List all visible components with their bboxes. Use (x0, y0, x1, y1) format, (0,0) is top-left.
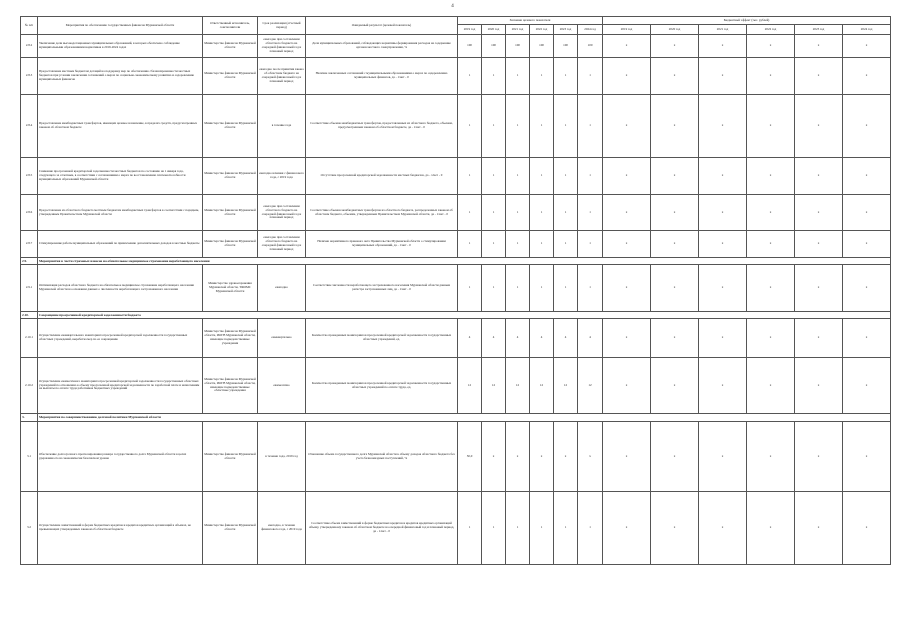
effect-value: x (843, 195, 891, 231)
section-row (21, 312, 891, 319)
effect-value: x (699, 422, 747, 492)
row-num: 2.10.1 (21, 319, 38, 358)
deadline-cell: ежегодно, в течение финансового года, с 2019 года (258, 492, 306, 565)
executor-cell: Министерство финансов Мурманской области (203, 58, 258, 95)
executor-cell: Министерство финансов Мурманской области (203, 231, 258, 258)
deadline-cell: ежегодно при составлении областного бюджета на очередной финансовый год и плановый период (258, 35, 306, 58)
indicator-value: 1 (554, 265, 578, 312)
effect-value: x (651, 492, 699, 565)
effect-value: x (603, 158, 651, 195)
executor-cell: Министерство финансов Мурманской области, ИОГВ Мурманской области, имеющие подведомственные областные учреждения (203, 358, 258, 414)
effect-value: x (747, 58, 795, 95)
table-row (21, 195, 891, 231)
indicator-value: x (578, 422, 603, 492)
section-num: 2.10. (21, 312, 38, 319)
effect-value: x (651, 319, 699, 358)
indicator-value: 1 (458, 492, 482, 565)
result-cell: Отсутствие просроченной кредиторской задолженности местных бюджетов, да - 1/нет - 0 (306, 158, 458, 195)
measure-cell: Предоставление местным бюджетам дотаций на поддержку мер по обеспечению сбалансированности местных бюджетов при условии заключения соглашений о мерах по социально-экономическому развитию и оздоровлению муниципальных финансов (38, 58, 203, 95)
effect-value: x (699, 265, 747, 312)
header-deadline: Срок реализации (отчетный период) (258, 17, 306, 35)
page-number: 4 (451, 4, 454, 9)
header-indicator-year: 2020 год (482, 25, 506, 35)
effect-value: x (843, 95, 891, 158)
header-indicator-year: 2022 год (530, 25, 554, 35)
row-num: 2.8.7 (21, 231, 38, 258)
result-cell: Соответствие объемов межбюджетных трансфертов из областного бюджета, распределенных законом об областном бюджете, объемам, утвержденным Правительством Мурманской области, да - 1/нет - 0 (306, 195, 458, 231)
measure-cell: Осуществление ежеквартального мониторинга просроченной кредиторской задолженности государственных областных учреждений, выработка мер по ее сокращению (38, 319, 203, 358)
deadline-cell: в течение года, 2019 год (258, 422, 306, 492)
effect-value: x (795, 231, 843, 258)
section-num: 3. (21, 414, 38, 422)
effect-value: x (747, 158, 795, 195)
row-num: 2.8.5 (21, 158, 38, 195)
indicator-value: 1 (530, 58, 554, 95)
header-effect-year: 2024 год (843, 25, 891, 35)
deadline-cell: ежеквартально (258, 319, 306, 358)
effect-value: x (651, 358, 699, 414)
table-row (21, 58, 891, 95)
row-num: 2.9.1 (21, 265, 38, 312)
effect-value: x (795, 95, 843, 158)
indicator-value: 1 (530, 492, 554, 565)
header-effect-year: 2021 год (699, 25, 747, 35)
effect-value: x (699, 58, 747, 95)
row-num: 2.8.2 (21, 35, 38, 58)
indicator-value: 1 (578, 265, 603, 312)
effect-value: x (603, 231, 651, 258)
indicator-value: x (530, 422, 554, 492)
table-row (21, 95, 891, 158)
effect-value: x (747, 265, 795, 312)
result-cell: Количество проведенных мониторингов просроченной кредиторской задолженности государственных областных учреждений, ед. (306, 319, 458, 358)
result-cell: Доля муниципальных образований, соблюдающих нормативы формирования расходов на содержание органов местного самоуправления, % (306, 35, 458, 58)
indicator-value: 1 (530, 195, 554, 231)
table-row (21, 422, 891, 492)
header-effect-year: 2022 год (747, 25, 795, 35)
indicator-value: 1 (578, 492, 603, 565)
indicator-value: 1 (482, 231, 506, 258)
indicator-value: 4 (482, 319, 506, 358)
section-title: Мероприятия в части страховых взносов на обязательное медицинское страхование неработающего населения (38, 258, 891, 265)
indicator-value: 12 (530, 358, 554, 414)
executor-cell: Министерство финансов Мурманской области (203, 492, 258, 565)
header-indicator-year: 2019 год (458, 25, 482, 35)
result-cell: Наличие нормативного правового акта Правительства Мурманской области о стимулировании муниципальных образований, да - 1/нет - 0 (306, 231, 458, 258)
measure-cell: Стимулирование работы муниципальных образований по привлечению дополнительных доходов в местные бюджеты (38, 231, 203, 258)
indicator-value: 100 (554, 35, 578, 58)
indicator-value: 1 (482, 492, 506, 565)
indicator-value: 1 (578, 231, 603, 258)
header-effect-group: Бюджетный эффект (тыс. рублей) (603, 17, 891, 25)
indicator-value: 12 (458, 358, 482, 414)
measures-table (20, 16, 891, 565)
effect-value: x (747, 422, 795, 492)
effect-value: x (747, 319, 795, 358)
effect-value: x (651, 195, 699, 231)
table-row (21, 492, 891, 565)
measure-cell: Осуществление заимствований в форме бюджетных кредитов и кредитов кредитных организаций в объемах, не превышающих утвержденных законом об областном бюджете (38, 492, 203, 565)
effect-value: x (699, 231, 747, 258)
deadline-cell: в течение года (258, 95, 306, 158)
indicator-value: 1 (578, 158, 603, 195)
effect-value: x (843, 265, 891, 312)
effect-value: x (603, 422, 651, 492)
effect-value: x (603, 319, 651, 358)
indicator-value: 100 (482, 35, 506, 58)
effect-value: x (747, 195, 795, 231)
indicator-value: 12 (554, 358, 578, 414)
indicator-value: 1 (458, 231, 482, 258)
table-row (21, 358, 891, 414)
effect-value: x (795, 492, 843, 565)
effect-value: x (603, 265, 651, 312)
effect-value: x (747, 95, 795, 158)
effect-value: x (651, 265, 699, 312)
effect-value: x (795, 158, 843, 195)
effect-value: x (651, 158, 699, 195)
effect-value: x (843, 231, 891, 258)
indicator-value: 1 (578, 58, 603, 95)
header-effect-year: 2020 год (651, 25, 699, 35)
indicator-value: x (506, 422, 530, 492)
section-title: Сокращение просроченной кредиторской задолженности бюджета (38, 312, 891, 319)
effect-value: x (603, 358, 651, 414)
indicator-value: 1 (578, 195, 603, 231)
deadline-cell: ежемесячно (258, 358, 306, 414)
effect-value: x (699, 358, 747, 414)
indicator-value: 4 (578, 319, 603, 358)
indicator-value: 100 (506, 35, 530, 58)
header-effect-year: 2023 год (795, 25, 843, 35)
effect-value: x (651, 58, 699, 95)
table-row (21, 35, 891, 58)
deadline-cell: ежегодно (258, 265, 306, 312)
result-cell: Отношение объема государственного долга Мурманской области к объему доходов областного бюджета без учета безвозмездных поступлений, % (306, 422, 458, 492)
indicator-value: 1 (506, 158, 530, 195)
row-num: 3.1 (21, 422, 38, 492)
indicator-value: 1 (554, 231, 578, 258)
row-num: 3.2 (21, 492, 38, 565)
indicator-value: 1 (506, 231, 530, 258)
deadline-cell: ежегодно при составлении областного бюджета на очередной финансовый год и плановый период (258, 231, 306, 258)
executor-cell: Министерство финансов Мурманской области, ИОГВ Мурманской области, имеющие подведомственные учреждения (203, 319, 258, 358)
effect-value: x (795, 58, 843, 95)
executor-cell: Министерство финансов Мурманской области (203, 95, 258, 158)
indicator-value: 4 (458, 319, 482, 358)
row-num: 2.8.6 (21, 195, 38, 231)
executor-cell: Министерство здравоохранения Мурманской области, ТФОМС Мурманской области (203, 265, 258, 312)
effect-value: x (843, 35, 891, 58)
effect-value: x (795, 265, 843, 312)
header-executor: Ответственный исполнитель, соисполнители (203, 17, 258, 35)
effect-value: x (843, 358, 891, 414)
effect-value: x (699, 492, 747, 565)
effect-value: x (651, 95, 699, 158)
indicator-value: x (482, 422, 506, 492)
effect-value: x (603, 492, 651, 565)
header-result: Ожидаемый результат (целевой показатель) (306, 17, 458, 35)
indicator-value: 1 (458, 95, 482, 158)
effect-value: x (747, 35, 795, 58)
effect-value: x (603, 58, 651, 95)
effect-value: x (603, 195, 651, 231)
indicator-value: 4 (506, 319, 530, 358)
executor-cell: Министерство финансов Мурманской области (203, 35, 258, 58)
effect-value: x (843, 319, 891, 358)
effect-value: x (795, 422, 843, 492)
deadline-cell: ежегодно начиная с финансового года, с 2019 года (258, 158, 306, 195)
measure-cell: Снижение просроченной кредиторской задолженности местных бюджетов по состоянию на 1 января года, следующего за отчетным, в соответствии с соглашениями о мерах по восстановлению платежеспособности муниципальных образований Мурманской области (38, 158, 203, 195)
result-cell: Наличие заключенных соглашений с муниципальными образованиями о мерах по оздоровлению муниципальных финансов, да - 1/нет - 0 (306, 58, 458, 95)
effect-value: x (795, 319, 843, 358)
indicator-value: 1 (506, 492, 530, 565)
executor-cell: Министерство финансов Мурманской области (203, 158, 258, 195)
effect-value: x (699, 95, 747, 158)
indicator-value: 4 (554, 319, 578, 358)
indicator-value: 1 (482, 195, 506, 231)
indicator-value: 1 (554, 195, 578, 231)
indicator-value: 12 (482, 358, 506, 414)
measure-cell: Предоставление из областного бюджета местным бюджетам межбюджетных трансфертов в соответствии с порядком, утвержденным Правительством Мурманской области (38, 195, 203, 231)
indicator-value: 1 (482, 158, 506, 195)
indicator-value: 1 (506, 95, 530, 158)
effect-value: x (795, 358, 843, 414)
indicator-value: 1 (458, 158, 482, 195)
table-row (21, 265, 891, 312)
table-row (21, 158, 891, 195)
header-measure: Мероприятия по обеспечению государственных финансов Мурманской области (38, 17, 203, 35)
effect-value: x (699, 35, 747, 58)
effect-value: x (747, 358, 795, 414)
indicator-value: 12 (578, 358, 603, 414)
header-indicator-year: 2024 год (578, 25, 603, 35)
indicator-value: 1 (530, 158, 554, 195)
header-num: № п/п (21, 17, 38, 35)
effect-value: x (843, 58, 891, 95)
indicator-value: 1 (578, 95, 603, 158)
indicator-value: 12 (506, 358, 530, 414)
indicator-value: 1 (458, 265, 482, 312)
indicator-value: 1 (554, 158, 578, 195)
indicator-value: 1 (554, 58, 578, 95)
deadline-cell: ежегодно после принятия закона об областном бюджете на очередной финансовый год и плановый период (258, 58, 306, 95)
section-row (21, 258, 891, 265)
effect-value: x (651, 422, 699, 492)
effect-value: x (699, 319, 747, 358)
indicator-value: 4 (530, 319, 554, 358)
executor-cell: Министерство финансов Мурманской области (203, 195, 258, 231)
section-num: 2.9. (21, 258, 38, 265)
deadline-cell: ежегодно при составлении областного бюджета на очередной финансовый год и плановый период (258, 195, 306, 231)
effect-value: x (795, 195, 843, 231)
row-num: 2.8.3 (21, 58, 38, 95)
effect-value: x (747, 492, 795, 565)
result-cell: Количество проведенных мониторингов просроченной кредиторской задолженности государственных областных учреждений по оплате труда, ед. (306, 358, 458, 414)
effect-value: x (603, 35, 651, 58)
indicator-value: 1 (530, 231, 554, 258)
measure-cell: Оптимизация расходов областного бюджета на обязательное медицинское страхование неработающего населения Мурманской области на основании данных о численности неработающего застрахованного населения (38, 265, 203, 312)
indicator-value: 1 (458, 195, 482, 231)
indicator-value: x (554, 422, 578, 492)
measure-cell: Обеспечение долгосрочного прогнозирования размера государственного долга Мурманской области в целях удержания его на экономически безопасном уровне (38, 422, 203, 492)
indicator-value: 1 (506, 265, 530, 312)
effect-value: x (699, 158, 747, 195)
indicator-value: 100 (458, 35, 482, 58)
section-title: Мероприятия по совершенствованию долговой политики Мурманской области (38, 414, 891, 422)
effect-value: x (651, 35, 699, 58)
header-indicator-year: 2023 год (554, 25, 578, 35)
indicator-value: 100 (530, 35, 554, 58)
effect-value: x (843, 492, 891, 565)
table-row (21, 231, 891, 258)
indicator-value: 1 (530, 95, 554, 158)
result-cell: Соответствие объемов межбюджетных трансфертов, предоставленных из областного бюджета, объемам, предусмотренным законом об областном бюджете, да - 1/нет - 0 (306, 95, 458, 158)
indicator-value: 100 (578, 35, 603, 58)
measure-cell: Увеличение доли высокодотационных муниципальных образований, в которых обеспечено соблюдение муниципальными образованиями нормативов в 2019-2024 годах (38, 35, 203, 58)
indicator-value: 50,0 (458, 422, 482, 492)
indicator-value: 1 (554, 492, 578, 565)
result-cell: Соответствие численности неработающего застрахованного населения Мурманской области данным регистра застрахованных лиц, да - 1/нет - 0 (306, 265, 458, 312)
effect-value: x (699, 195, 747, 231)
table-row (21, 319, 891, 358)
header-indicator-year: 2021 год (506, 25, 530, 35)
effect-value: x (603, 95, 651, 158)
header-indicator-group: Значение целевого показателя (458, 17, 603, 25)
indicator-value: 1 (482, 95, 506, 158)
indicator-value: 1 (530, 265, 554, 312)
measure-cell: Осуществление ежемесячного мониторинга просроченной кредиторской задолженности государственных областных учреждений по отношению к объему просроченной кредиторской задолженности по заработной плате и начислениям на выплаты по оплате труда работников бюджетных учреждений (38, 358, 203, 414)
result-cell: Соответствие объема заимствований в форме бюджетных кредитов и кредитов кредитных организаций объему, утвержденному законом об областном бюджете на очередной финансовый год и плановый период, да - 1/нет - 0 (306, 492, 458, 565)
effect-value: x (747, 231, 795, 258)
row-num: 2.10.2 (21, 358, 38, 414)
indicator-value: 1 (506, 58, 530, 95)
row-num: 2.8.4 (21, 95, 38, 158)
indicator-value: 1 (506, 195, 530, 231)
executor-cell: Министерство финансов Мурманской области (203, 422, 258, 492)
effect-value: x (795, 35, 843, 58)
effect-value: x (843, 158, 891, 195)
effect-value: x (843, 422, 891, 492)
indicator-value: 1 (458, 58, 482, 95)
indicator-value: 1 (482, 265, 506, 312)
effect-value: x (651, 231, 699, 258)
header-effect-year: 2019 год (603, 25, 651, 35)
indicator-value: 1 (554, 95, 578, 158)
indicator-value: 1 (482, 58, 506, 95)
section-row (21, 414, 891, 422)
measure-cell: Предоставление межбюджетных трансфертов, имеющих целевое назначение, в пределах средств, предусмотренных законом об областном бюджете (38, 95, 203, 158)
